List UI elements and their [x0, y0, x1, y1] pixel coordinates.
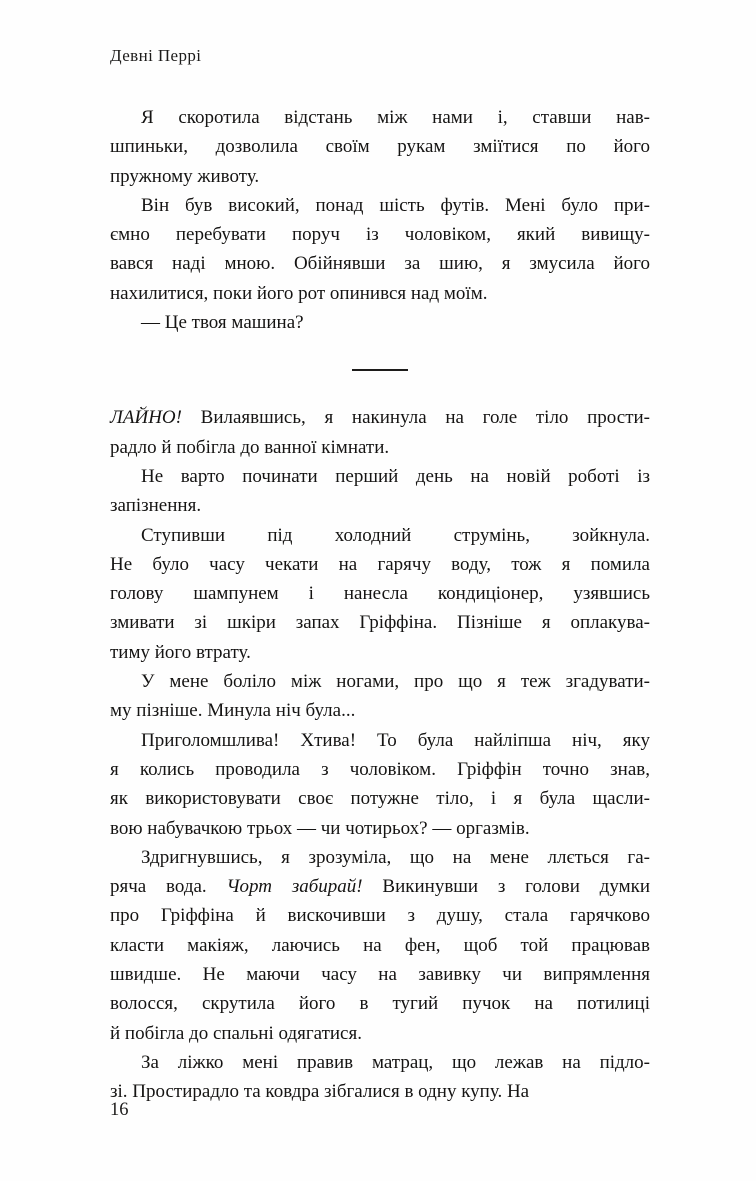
text-line: Він був високий, понад шість футів. Мені було при-: [141, 194, 650, 216]
text-line: запізнення.: [110, 495, 202, 517]
text-line: шпиньки, дозволила своїм рукам зміїтися по його: [110, 136, 650, 158]
text-line: Я скоротила відстань між нами і, ставши нав-: [141, 107, 650, 128]
text-line: Здригнувшись, я зрозуміла, що на мене ллється га-: [141, 846, 650, 868]
paragraph: [110, 403, 650, 462]
text-line: я колись проводила з чоловіком. Гріффін точно знав,: [110, 758, 650, 780]
page-number: 16: [110, 1100, 129, 1120]
text-line: радло й побігла до ванної кімнати.: [110, 436, 390, 458]
text-line: нахилитися, поки його рот опинився над моїм.: [110, 282, 488, 304]
text-line: му пізніше. Минула ніч була...: [110, 700, 356, 722]
text-line: пружному животу.: [110, 165, 260, 187]
text-column: [110, 103, 650, 1107]
paragraph: [110, 1048, 650, 1107]
text-line: вався наді мною. Обійнявши за шию, я змусила його: [110, 253, 650, 275]
text-line: Не було часу чекати на гарячу воду, тож я помила: [110, 553, 650, 575]
paragraph: [110, 191, 650, 308]
text-line: змивати зі шкіри запах Гріффіна. Пізніше я оплакува-: [110, 612, 650, 634]
divider-rule: [352, 369, 408, 371]
text-line: Ступивши під холодний струмінь, зойкнула.: [141, 524, 650, 546]
text-line: класти макіяж, лаючись на фен, щоб той працював: [110, 934, 650, 956]
text-line: голову шампунем і нанесла кондиціонер, узявшись: [110, 583, 650, 605]
paragraph: [110, 462, 650, 521]
text-line: й побігла до спальні одягатися.: [110, 1022, 362, 1044]
paragraph: [110, 726, 650, 843]
text-line: тиму його втрату.: [110, 641, 251, 663]
text-line: про Гріффіна й вискочивши з душу, стала гарячково: [110, 905, 650, 927]
text-line: вою набувачкою трьох — чи чотирьох? — оргазмів.: [110, 817, 530, 839]
paragraph: [110, 843, 650, 1048]
text-line: швидше. Не маючи часу на завивку чи випрямлення: [110, 964, 650, 986]
text-line: як використовувати своє потужне тіло, і я була щасли-: [110, 788, 650, 810]
paragraph: [110, 521, 650, 667]
text-line: Не варто починати перший день на новій роботі із: [141, 465, 650, 487]
text-line: ЛАЙНО! Вилаявшись, я накинула на голе тіло прости-: [110, 407, 650, 429]
text-line: волосся, скрутила його в тугий пучок на потилиці: [110, 993, 650, 1015]
paragraph: [110, 667, 650, 726]
text-line: зі. Простирадло та ковдра зібгалися в одну купу. На: [110, 1081, 530, 1103]
text-line: Приголомшлива! Хтива! То була найліпша ніч, яку: [141, 729, 650, 751]
text-line: — Це твоя машина?: [141, 312, 304, 334]
text-line: ємно перебувати поруч із чоловіком, який вивищу-: [110, 224, 650, 246]
text-line: У мене боліло між ногами, про що я теж згадувати-: [141, 671, 650, 693]
text-line: За ліжко мені правив матрац, що лежав на підло-: [141, 1051, 650, 1073]
section-divider: [110, 337, 650, 403]
text-line: ряча вода. Чорт забирай! Викинувши з голови думки: [110, 876, 651, 898]
paragraph: [110, 103, 650, 191]
paragraph: [110, 308, 650, 337]
running-header: Девні Перрі: [110, 46, 202, 65]
